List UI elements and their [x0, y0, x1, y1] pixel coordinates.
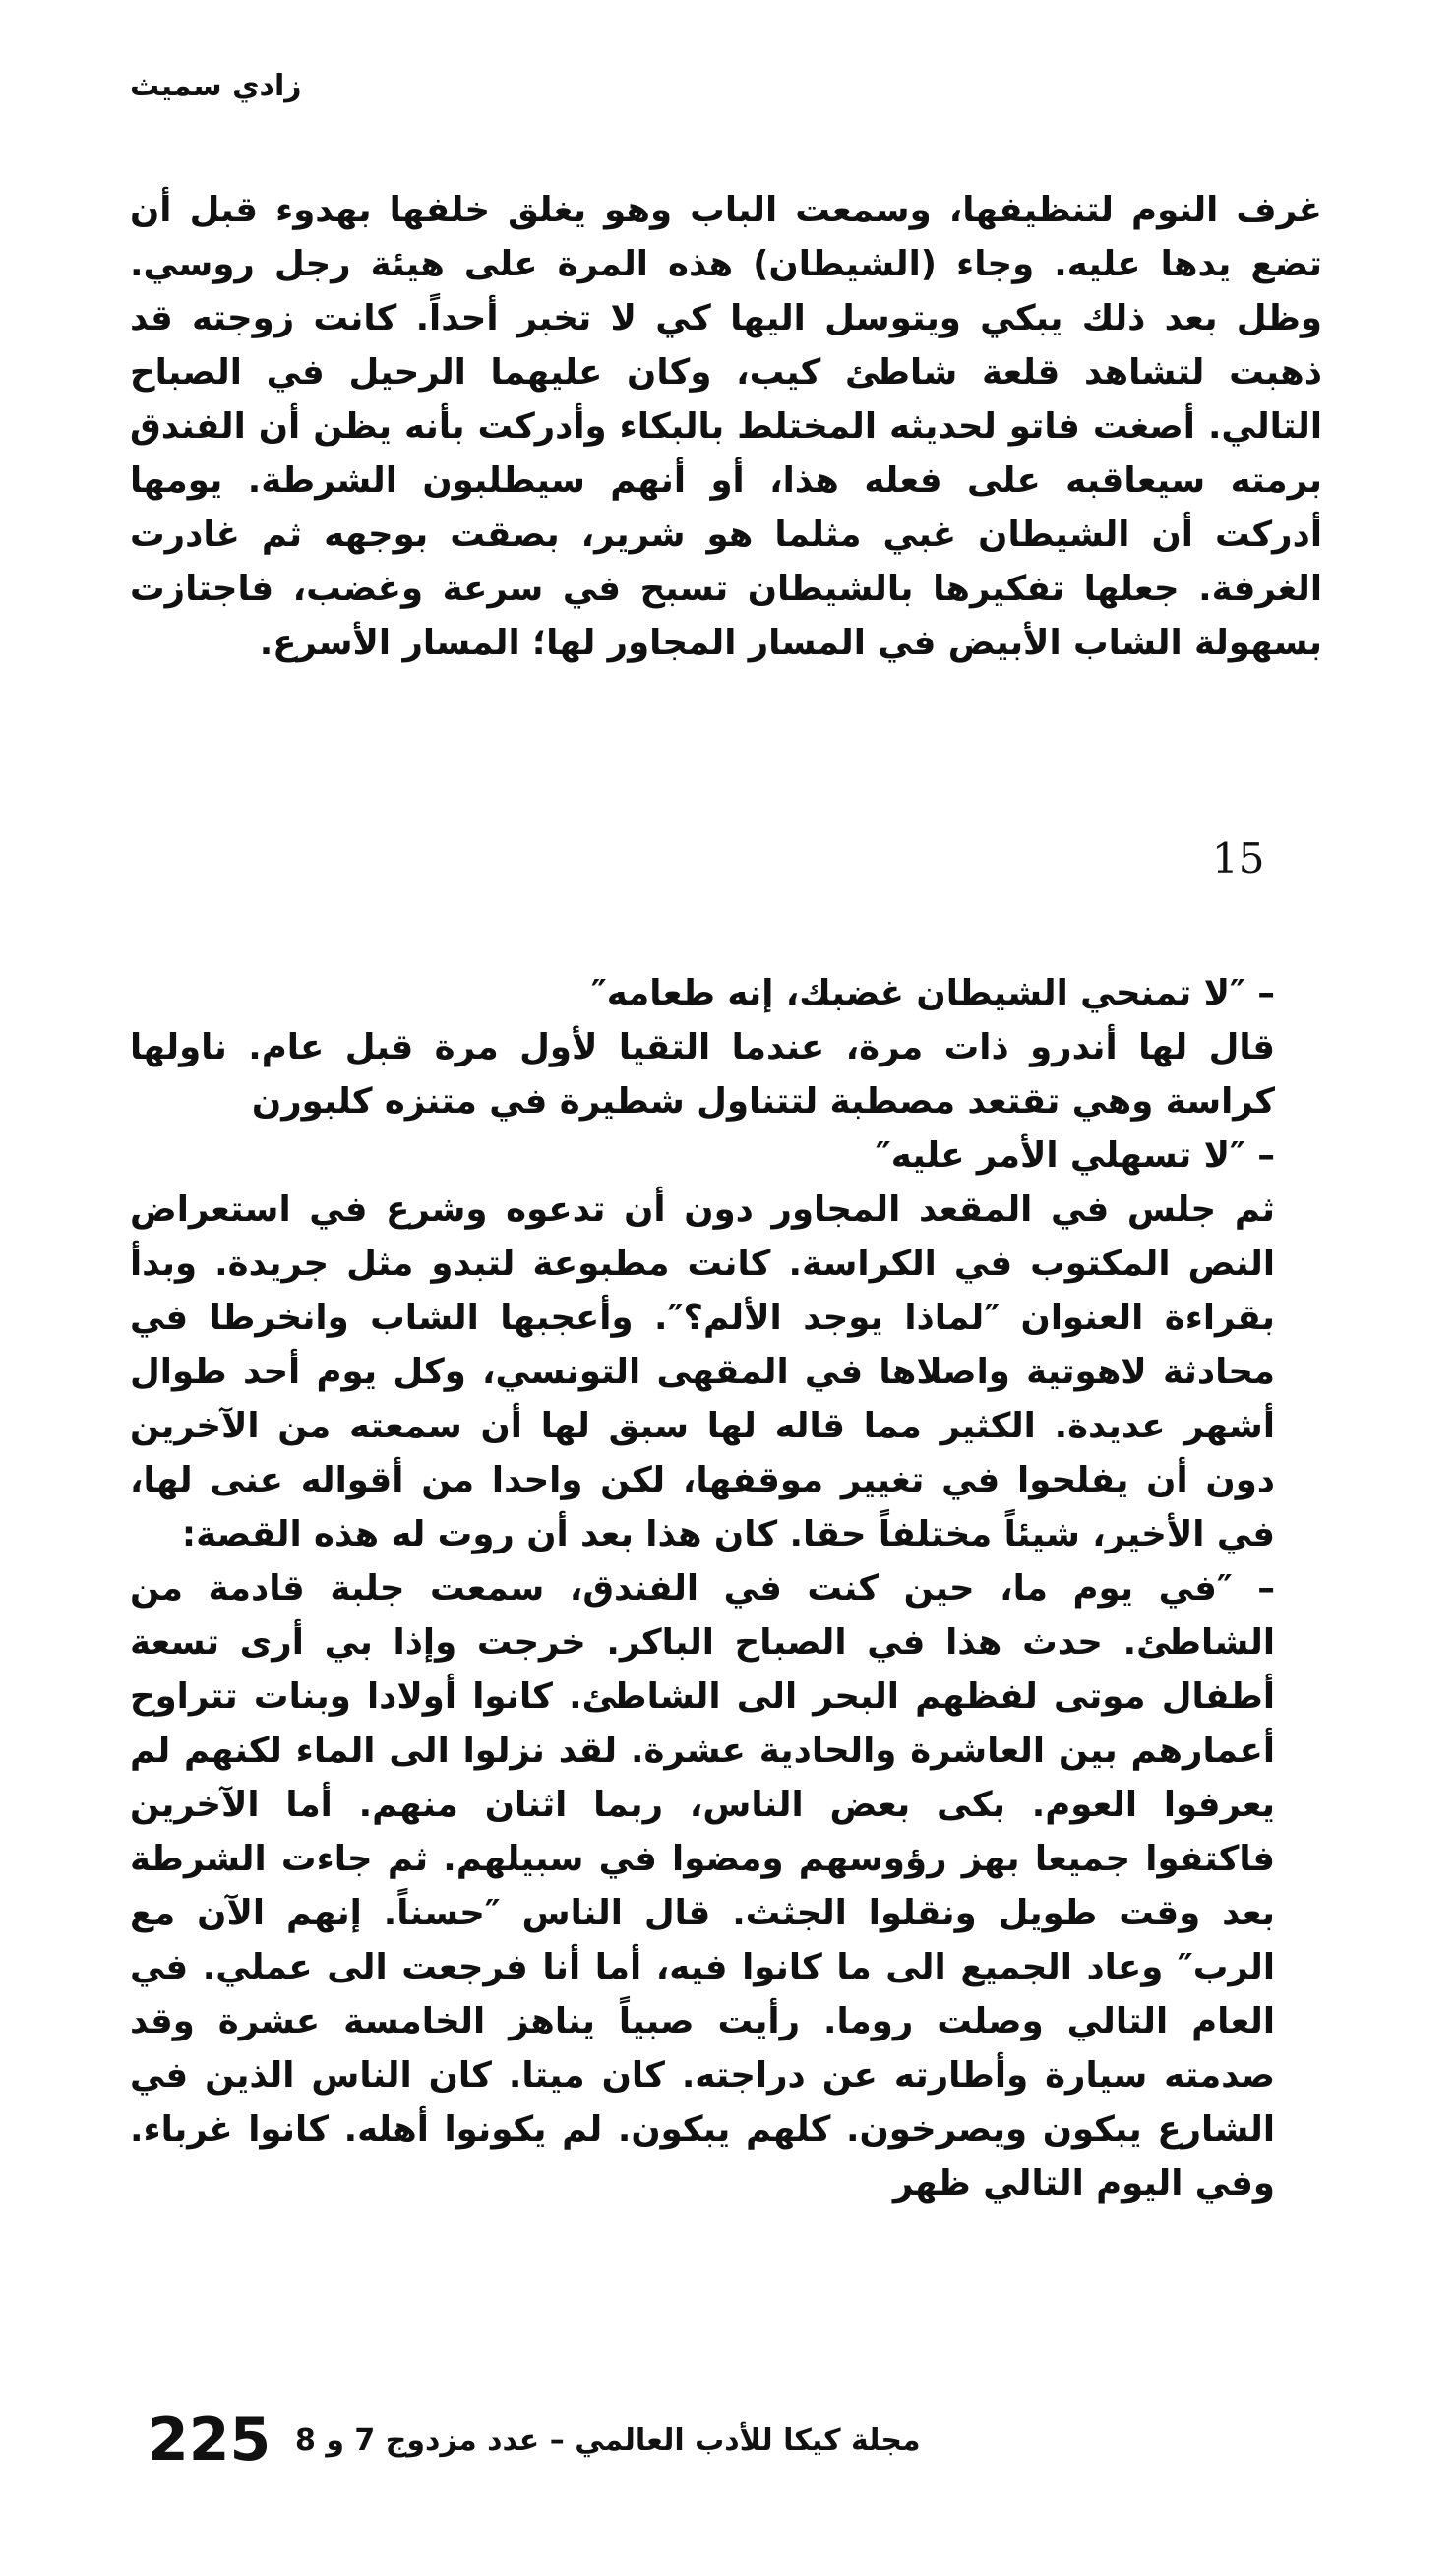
- paragraph: ثم جلس في المقعد المجاور دون أن تدعوه وشرع في استعراض النص المكتوب في الكراسة. كانت مطبوعة لتبدو مثل جريدة. وبدأ بقراءة العنوان ″لماذا يوجد الألم؟″. وأعجبها الشاب وانخرطا في محادثة لاهوتية واصلاها في المقهى التونسي، وكل يوم أحد طوال أشهر عديدة. الكثير مما قاله لها سبق لها أن سمعته من الآخرين دون أن يفلحوا في تغيير موقفها، لكن واحدا من أقواله عنى لها، في الأخير، شيئاً مختلفاً حقا. كان هذا بعد أن روت له هذه القصة:: [130, 1189, 1275, 1554]
- paragraph: غرف النوم لتنظيفها، وسمعت الباب وهو يغلق خلفها بهدوء قبل أن تضع يدها عليه. وجاء (الشيطان) هذه المرة على هيئة رجل روسي. وظل بعد ذلك يبكي ويتوسل اليها كي لا تخبر أحداً. كانت زوجته قد ذهبت لتشاهد قلعة شاطئ كيب، وكان عليهما الرحيل في الصباح التالي. أصغت فاتو لحديثه المختلط بالبكاء وأدركت بأنه يظن أن الفندق برمته سيعاقبه على فعله هذا، أو أنهم سيطلبون الشرطة. يومها أدركت أن الشيطان غبي مثلما هو شرير، بصقت بوجهه ثم غادرت الغرفة. جعلها تفكيرها بالشيطان تسبح في سرعة وغضب، فاجتازت بسهولة الشاب الأبيض في المسار المجاور لها؛ المسار الأسرع.: [130, 190, 1322, 663]
- page-footer: [148, 2401, 935, 2479]
- dialogue-quote: – ″لا تمنحي الشيطان غضبك، إنه طعامه″: [590, 973, 1275, 1013]
- section-15-text-block: [130, 966, 1322, 2211]
- paragraph: قال لها أندرو ذات مرة، عندما التقيا لأول مرة قبل عام. ناولها كراسة وهي تقتعد مصطبة لتتناول شطيرة في متنزه كلبورن: [130, 1027, 1275, 1122]
- dialogue-quote: – ″لا تسهلي الأمر عليه″: [875, 1135, 1275, 1176]
- running-head-author: زادي سميث: [130, 69, 302, 103]
- journal-title: مجلة كيكا للأدب العالمي – عدد مزدوج 7 و 8: [295, 2423, 921, 2458]
- top-text-block: [130, 183, 1322, 670]
- section-number: 15: [1212, 834, 1265, 883]
- page-number: 225: [148, 2406, 272, 2474]
- dialogue-paragraph: – ″في يوم ما، حين كنت في الفندق، سمعت جلبة قادمة من الشاطئ. حدث هذا في الصباح الباكر. خرجت وإذا بي أرى تسعة أطفال موتى لفظهم البحر الى الشاطئ. كانوا أولادا وبنات تتراوح أعمارهم بين العاشرة والحادية عشرة. لقد نزلوا الى الماء لكنهم لم يعرفوا العوم. بكى بعض الناس، ربما اثنان منهم. أما الآخرين فاكتفوا جميعا بهز رؤوسهم ومضوا في سبيلهم. ثم جاءت الشرطة بعد وقت طويل ونقلوا الجثث. قال الناس ″حسناً. إنهم الآن مع الرب″ وعاد الجميع الى ما كانوا فيه، أما أنا فرجعت الى عملي. في العام التالي وصلت روما. رأيت صبياً يناهز الخامسة عشرة وقد صدمته سيارة وأطارته عن دراجته. كان ميتا. كان الناس الذين في الشارع يبكون ويصرخون. كلهم يبكون. لم يكونوا أهله. كانوا غرباء. وفي اليوم التالي ظهر: [130, 1568, 1275, 2204]
